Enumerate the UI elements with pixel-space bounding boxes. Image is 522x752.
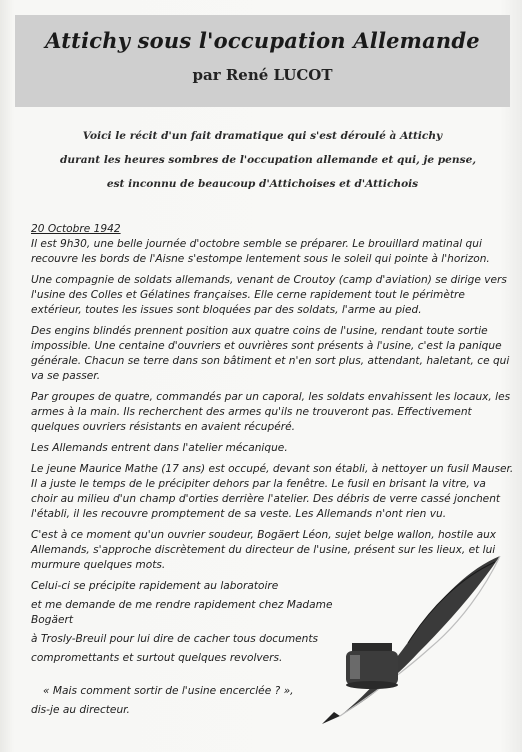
quill-and-inkwell-icon: [300, 548, 510, 728]
story-date: 20 Octobre 1942: [31, 223, 121, 235]
story-paragraph: C'est à ce moment qu'un ouvrier soudeur, Bogäert Léon, sujet belge wallon, hostile aux Allemands, s'approche discrètement du directeur de l'usine, présent sur les lieux, et lui murmure quelques mots.: [31, 529, 497, 571]
story-paragraph: Celui-ci se précipite rapidement au laboratoire: [31, 580, 279, 592]
page-title: Attichy sous l'occupation Allemande: [45, 28, 480, 53]
story-paragraph: Il est 9h30, une belle journée d'octobre semble se préparer. Le brouillard matinal qui recouvre les bords de l'Aisne s'estompe lentement sous le soleil qui pointe à l'horizon.: [31, 238, 490, 265]
story-paragraph: Par groupes de quatre, commandés par un caporal, les soldats envahissent les locaux, les armes à la main. Ils recherchent des armes qu'ils ne trouveront pas. Effectivement quelques ouvriers résistants en avaient récupéré.: [31, 391, 511, 433]
intro-text: [60, 124, 477, 196]
story-paragraph: Une compagnie de soldats allemands, venant de Croutoy (camp d'aviation) se dirige vers l'usine des Colles et Gélatines françaises. Elle cerne rapidement tout le périmètre extérieur, toutes les issues sont bloquées par des soldats, l'arme au pied.: [31, 274, 507, 316]
author-byline: par René LUCOT: [192, 66, 333, 84]
intro-line: durant les heures sombres de l'occupation allemande et qui, je pense,: [60, 154, 477, 166]
intro-line: Voici le récit d'un fait dramatique qui s'est déroulé à Attichy: [82, 130, 443, 142]
story-paragraph: Les Allemands entrent dans l'atelier mécanique.: [31, 442, 288, 454]
story-paragraph: et me demande de me rendre rapidement chez Madame Bogäert: [31, 599, 333, 626]
story-paragraph: à Trosly-Breuil pour lui dire de cacher tous documents: [31, 633, 319, 645]
story-paragraph: dis-je au directeur.: [31, 704, 130, 716]
story-paragraph: compromettants et surtout quelques revolvers.: [31, 652, 283, 664]
story-paragraph: « Mais comment sortir de l'usine encerclée ? »,: [43, 685, 294, 697]
story-paragraph: Le jeune Maurice Mathe (17 ans) est occupé, devant son établi, à nettoyer un fusil Mauser. Il a juste le temps de le précipiter dehors par la fenêtre. Le fusil en brisant la vitre, va choir au milieu d'un champ d'orties derrière l'atelier. Des débris de verre cassé jonchent l'établi, il les recouvre promptement de sa veste. Les Allemands n'ont rien vu.: [31, 463, 514, 520]
intro-line: est inconnu de beaucoup d'Attichoises et d'Attichois: [106, 178, 419, 190]
story-paragraph: Des engins blindés prennent position aux quatre coins de l'usine, rendant toute sortie impossible. Une centaine d'ouvriers et ouvrières sont présents à l'usine, c'est la panique générale. Chacun se terre dans son bâtiment et n'en sort plus, attendant, haletant, ce qui va se passer.: [31, 325, 510, 382]
